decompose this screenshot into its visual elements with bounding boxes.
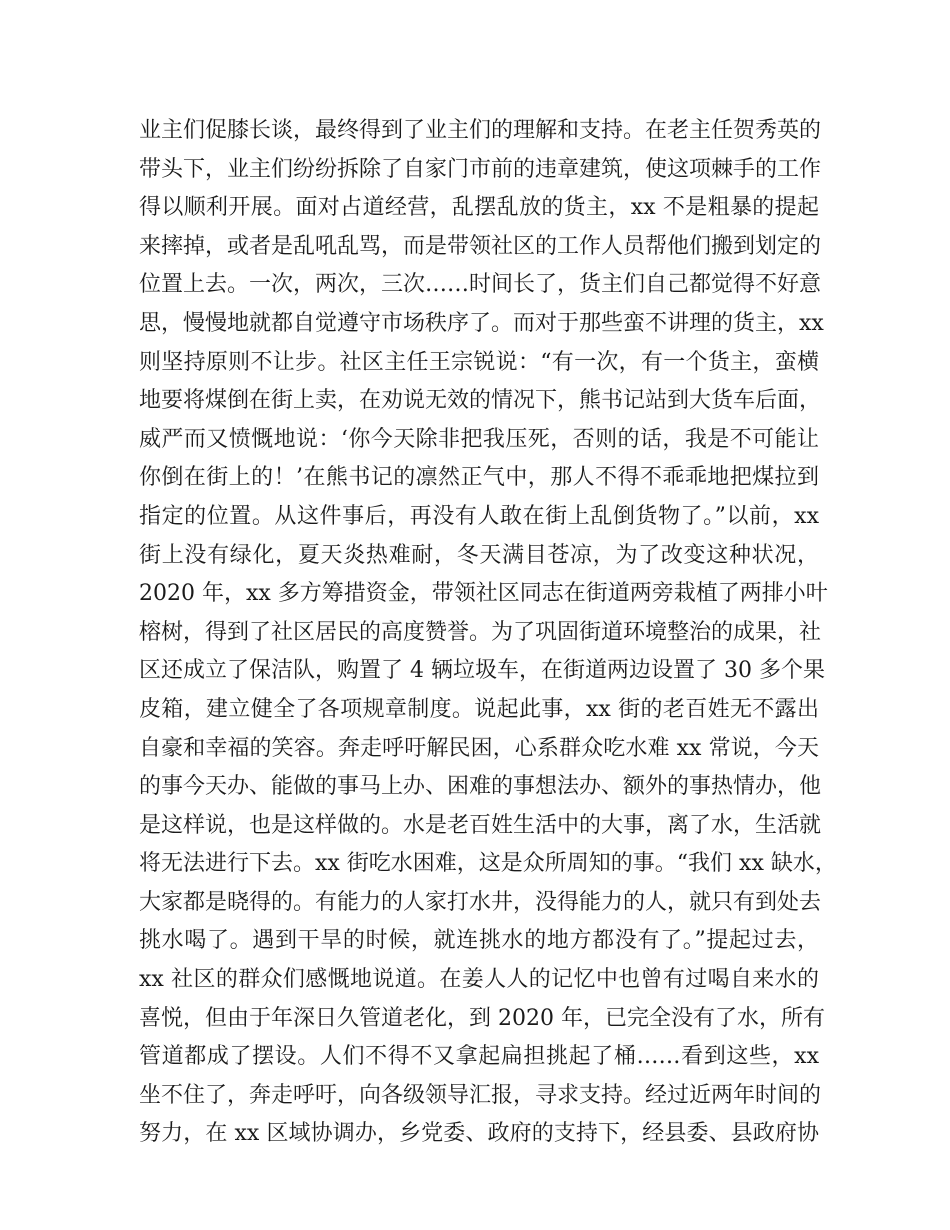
- text-line: 指定的位置。从这件事后，再没有人敢在街上乱倒货物了。”以前，xx: [139, 503, 819, 529]
- text-line: 的事今天办、能做的事马上办、困难的事想法办、额外的事热情办，他: [139, 774, 822, 800]
- text-line: 管道都成了摆设。人们不得不又拿起扁担挑起了桶……看到这些，xx: [139, 1044, 819, 1070]
- text-line: 大家都是晓得的。有能力的人家打水井，没得能力的人，就只有到处去: [139, 889, 822, 915]
- text-line: 自豪和幸福的笑容。奔走呼吁解民困，心系群众吃水难 xx 常说，今天: [139, 735, 819, 761]
- text-line: 位置上去。一次，两次，三次……时间长了，货主们自己都觉得不好意: [139, 272, 822, 298]
- text-line: 业主们促膝长谈，最终得到了业主们的理解和支持。在老主任贺秀英的: [139, 118, 822, 143]
- text-line: 挑水喝了。遇到干旱的时候，就连挑水的地方都没有了。”提起过去，: [139, 928, 819, 954]
- text-line: 思，慢慢地就都自觉遵守市场秩序了。而对于那些蛮不讲理的货主，xx: [139, 310, 824, 336]
- text-line: 喜悦，但由于年深日久管道老化，到 2020 年，已完全没有了水，所有: [139, 1005, 825, 1031]
- text-line: 努力，在 xx 区域协调办，乡党委、政府的支持下，经县委、县政府协: [139, 1121, 819, 1147]
- text-line: 区还成立了保洁队，购置了 4 辆垃圾车，在街道两边设置了 30 多个果: [139, 658, 825, 684]
- text-line: 地要将煤倒在街上卖，在劝说无效的情况下，熊书记站到大货车后面，: [139, 388, 822, 414]
- text-line: 则坚持原则不让步。社区主任王宗锐说：“有一次，有一个货主，蛮横: [139, 349, 819, 375]
- text-line: 得以顺利开展。面对占道经营，乱摆乱放的货主，xx 不是粗暴的提起: [139, 195, 819, 221]
- text-line: 将无法进行下去。xx 街吃水困难，这是众所周知的事。“我们 xx 缺水，: [139, 851, 837, 877]
- text-line: xx 社区的群众们感慨地说道。在姜人人的记忆中也曾有过喝自来水的: [139, 967, 819, 993]
- text-line: 皮箱，建立健全了各项规章制度。说起此事，xx 街的老百姓无不露出: [139, 696, 819, 722]
- text-line: 坐不住了，奔走呼吁，向各级领导汇报，寻求支持。经过近两年时间的: [139, 1082, 822, 1108]
- text-line: 威严而又愤慨地说：‘你今天除非把我压死，否则的话，我是不可能让: [139, 426, 819, 452]
- text-line: 来摔掉，或者是乱吼乱骂，而是带领社区的工作人员帮他们搬到划定的: [139, 233, 822, 259]
- text-line: 带头下，业主们纷纷拆除了自家门市前的违章建筑，使这项棘手的工作: [139, 156, 822, 182]
- text-line: 榕树，得到了社区居民的高度赞誉。为了巩固街道环境整治的成果，社: [139, 619, 822, 645]
- text-line: 街上没有绿化，夏天炎热难耐，冬天满目苍凉，为了改变这种状况，: [139, 542, 819, 568]
- text-line: 你倒在街上的！’在熊书记的凛然正气中，那人不得不乖乖地把煤拉到: [139, 465, 819, 491]
- body-text: [139, 112, 837, 1154]
- text-line: 是这样说，也是这样做的。水是老百姓生活中的大事，离了水，生活就: [139, 812, 822, 838]
- text-line: 2020 年，xx 多方筹措资金，带领社区同志在街道两旁栽植了两排小叶: [139, 581, 828, 607]
